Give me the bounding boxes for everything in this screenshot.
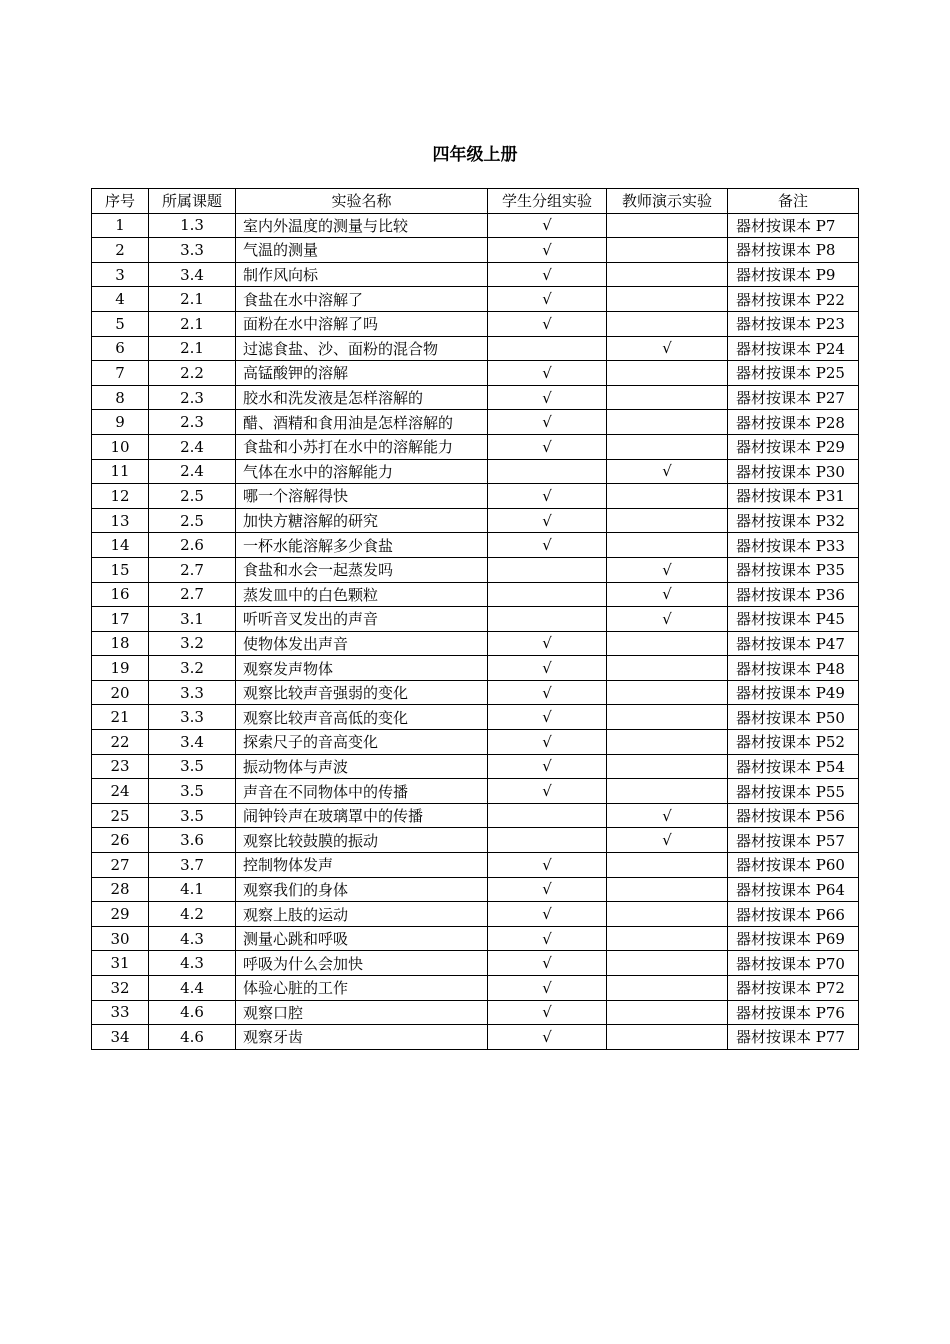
cell-note: 器材按课本 P24 <box>728 336 859 361</box>
cell-student-group: √ <box>488 287 607 312</box>
cell-no: 2 <box>92 238 149 263</box>
cell-experiment-name: 气温的测量 <box>236 238 488 263</box>
cell-topic: 2.5 <box>149 508 236 533</box>
table-row <box>92 361 859 386</box>
cell-note: 器材按课本 P36 <box>728 582 859 607</box>
cell-student-group: √ <box>488 926 607 951</box>
cell-student-group: √ <box>488 238 607 263</box>
cell-note: 器材按课本 P25 <box>728 361 859 386</box>
cell-topic: 3.5 <box>149 779 236 804</box>
cell-student-group: √ <box>488 484 607 509</box>
cell-experiment-name: 测量心跳和呼吸 <box>236 926 488 951</box>
cell-no: 34 <box>92 1025 149 1050</box>
cell-no: 9 <box>92 410 149 435</box>
cell-experiment-name: 观察比较鼓膜的振动 <box>236 828 488 853</box>
cell-student-group <box>488 459 607 484</box>
cell-no: 27 <box>92 853 149 878</box>
cell-teacher-demo <box>607 705 728 730</box>
cell-topic: 2.3 <box>149 410 236 435</box>
cell-no: 11 <box>92 459 149 484</box>
cell-note: 器材按课本 P29 <box>728 434 859 459</box>
cell-experiment-name: 呼吸为什么会加快 <box>236 951 488 976</box>
cell-no: 19 <box>92 656 149 681</box>
cell-teacher-demo <box>607 484 728 509</box>
cell-note: 器材按课本 P49 <box>728 680 859 705</box>
cell-experiment-name: 面粉在水中溶解了吗 <box>236 311 488 336</box>
cell-teacher-demo <box>607 902 728 927</box>
cell-note: 器材按课本 P52 <box>728 730 859 755</box>
cell-note: 器材按课本 P64 <box>728 877 859 902</box>
cell-teacher-demo <box>607 853 728 878</box>
table-row <box>92 902 859 927</box>
cell-student-group <box>488 803 607 828</box>
header-topic: 所属课题 <box>149 189 236 214</box>
cell-student-group: √ <box>488 656 607 681</box>
cell-experiment-name: 观察比较声音强弱的变化 <box>236 680 488 705</box>
table-row <box>92 1000 859 1025</box>
cell-experiment-name: 观察牙齿 <box>236 1025 488 1050</box>
cell-topic: 2.4 <box>149 434 236 459</box>
cell-note: 器材按课本 P28 <box>728 410 859 435</box>
cell-student-group: √ <box>488 631 607 656</box>
cell-teacher-demo <box>607 385 728 410</box>
cell-experiment-name: 醋、酒精和食用油是怎样溶解的 <box>236 410 488 435</box>
cell-no: 1 <box>92 213 149 238</box>
cell-no: 13 <box>92 508 149 533</box>
cell-teacher-demo: √ <box>607 459 728 484</box>
cell-note: 器材按课本 P76 <box>728 1000 859 1025</box>
cell-note: 器材按课本 P32 <box>728 508 859 533</box>
cell-note: 器材按课本 P9 <box>728 262 859 287</box>
cell-teacher-demo <box>607 976 728 1001</box>
cell-experiment-name: 声音在不同物体中的传播 <box>236 779 488 804</box>
cell-student-group <box>488 607 607 632</box>
cell-note: 器材按课本 P60 <box>728 853 859 878</box>
cell-teacher-demo <box>607 680 728 705</box>
cell-note: 器材按课本 P23 <box>728 311 859 336</box>
cell-experiment-name: 观察上肢的运动 <box>236 902 488 927</box>
table-row <box>92 459 859 484</box>
cell-experiment-name: 高锰酸钾的溶解 <box>236 361 488 386</box>
cell-student-group: √ <box>488 976 607 1001</box>
cell-student-group: √ <box>488 533 607 558</box>
cell-topic: 2.7 <box>149 582 236 607</box>
experiment-table <box>91 188 859 1050</box>
cell-note: 器材按课本 P8 <box>728 238 859 263</box>
cell-teacher-demo <box>607 656 728 681</box>
table-row <box>92 533 859 558</box>
table-row <box>92 779 859 804</box>
cell-note: 器材按课本 P56 <box>728 803 859 828</box>
table-row <box>92 976 859 1001</box>
cell-topic: 3.3 <box>149 680 236 705</box>
cell-topic: 4.4 <box>149 976 236 1001</box>
cell-note: 器材按课本 P48 <box>728 656 859 681</box>
cell-experiment-name: 食盐在水中溶解了 <box>236 287 488 312</box>
cell-student-group: √ <box>488 754 607 779</box>
cell-student-group: √ <box>488 877 607 902</box>
cell-topic: 3.4 <box>149 262 236 287</box>
table-row <box>92 607 859 632</box>
cell-no: 22 <box>92 730 149 755</box>
cell-experiment-name: 使物体发出声音 <box>236 631 488 656</box>
cell-topic: 4.3 <box>149 951 236 976</box>
cell-topic: 3.6 <box>149 828 236 853</box>
cell-topic: 2.1 <box>149 311 236 336</box>
cell-experiment-name: 闹钟铃声在玻璃罩中的传播 <box>236 803 488 828</box>
cell-topic: 3.2 <box>149 656 236 681</box>
cell-experiment-name: 气体在水中的溶解能力 <box>236 459 488 484</box>
cell-note: 器材按课本 P69 <box>728 926 859 951</box>
cell-topic: 1.3 <box>149 213 236 238</box>
cell-no: 16 <box>92 582 149 607</box>
cell-teacher-demo <box>607 434 728 459</box>
cell-no: 3 <box>92 262 149 287</box>
table-row <box>92 680 859 705</box>
cell-experiment-name: 食盐和水会一起蒸发吗 <box>236 557 488 582</box>
cell-topic: 2.2 <box>149 361 236 386</box>
cell-no: 25 <box>92 803 149 828</box>
table-row <box>92 557 859 582</box>
cell-no: 4 <box>92 287 149 312</box>
cell-teacher-demo <box>607 730 728 755</box>
table-row <box>92 336 859 361</box>
table-row <box>92 877 859 902</box>
cell-no: 14 <box>92 533 149 558</box>
table-row <box>92 213 859 238</box>
cell-student-group: √ <box>488 705 607 730</box>
table-row <box>92 631 859 656</box>
cell-student-group <box>488 582 607 607</box>
cell-student-group: √ <box>488 434 607 459</box>
header-student-group: 学生分组实验 <box>488 189 607 214</box>
cell-topic: 3.5 <box>149 803 236 828</box>
cell-student-group: √ <box>488 779 607 804</box>
cell-no: 31 <box>92 951 149 976</box>
table-row <box>92 951 859 976</box>
table-row <box>92 730 859 755</box>
cell-teacher-demo <box>607 213 728 238</box>
cell-topic: 2.5 <box>149 484 236 509</box>
header-experiment-name: 实验名称 <box>236 189 488 214</box>
cell-topic: 3.2 <box>149 631 236 656</box>
cell-no: 6 <box>92 336 149 361</box>
cell-teacher-demo <box>607 779 728 804</box>
cell-student-group: √ <box>488 361 607 386</box>
cell-topic: 3.4 <box>149 730 236 755</box>
cell-experiment-name: 振动物体与声波 <box>236 754 488 779</box>
cell-student-group: √ <box>488 853 607 878</box>
cell-topic: 4.6 <box>149 1025 236 1050</box>
cell-topic: 2.1 <box>149 287 236 312</box>
page-title: 四年级上册 <box>432 145 518 165</box>
cell-note: 器材按课本 P55 <box>728 779 859 804</box>
cell-no: 33 <box>92 1000 149 1025</box>
cell-experiment-name: 观察比较声音高低的变化 <box>236 705 488 730</box>
cell-no: 29 <box>92 902 149 927</box>
cell-no: 20 <box>92 680 149 705</box>
cell-student-group: √ <box>488 1000 607 1025</box>
cell-teacher-demo: √ <box>607 803 728 828</box>
cell-experiment-name: 胶水和洗发液是怎样溶解的 <box>236 385 488 410</box>
cell-no: 5 <box>92 311 149 336</box>
table-row <box>92 828 859 853</box>
cell-experiment-name: 一杯水能溶解多少食盐 <box>236 533 488 558</box>
cell-topic: 3.3 <box>149 238 236 263</box>
cell-no: 17 <box>92 607 149 632</box>
cell-teacher-demo: √ <box>607 828 728 853</box>
cell-note: 器材按课本 P31 <box>728 484 859 509</box>
cell-topic: 3.5 <box>149 754 236 779</box>
cell-experiment-name: 体验心脏的工作 <box>236 976 488 1001</box>
cell-student-group <box>488 336 607 361</box>
cell-note: 器材按课本 P27 <box>728 385 859 410</box>
cell-note: 器材按课本 P70 <box>728 951 859 976</box>
cell-teacher-demo <box>607 754 728 779</box>
cell-topic: 4.3 <box>149 926 236 951</box>
cell-no: 32 <box>92 976 149 1001</box>
cell-no: 7 <box>92 361 149 386</box>
cell-note: 器材按课本 P47 <box>728 631 859 656</box>
cell-topic: 4.6 <box>149 1000 236 1025</box>
cell-teacher-demo <box>607 262 728 287</box>
cell-topic: 3.7 <box>149 853 236 878</box>
cell-experiment-name: 观察发声物体 <box>236 656 488 681</box>
table-row <box>92 1025 859 1050</box>
cell-topic: 4.1 <box>149 877 236 902</box>
cell-topic: 3.1 <box>149 607 236 632</box>
header-teacher-demo: 教师演示实验 <box>607 189 728 214</box>
cell-teacher-demo <box>607 1000 728 1025</box>
table-row <box>92 484 859 509</box>
cell-experiment-name: 观察我们的身体 <box>236 877 488 902</box>
cell-teacher-demo <box>607 410 728 435</box>
table-header-row <box>92 189 859 214</box>
cell-no: 15 <box>92 557 149 582</box>
table-row <box>92 287 859 312</box>
cell-experiment-name: 控制物体发声 <box>236 853 488 878</box>
cell-student-group: √ <box>488 902 607 927</box>
cell-no: 18 <box>92 631 149 656</box>
cell-teacher-demo: √ <box>607 336 728 361</box>
cell-student-group: √ <box>488 1025 607 1050</box>
cell-student-group: √ <box>488 508 607 533</box>
cell-student-group: √ <box>488 730 607 755</box>
cell-no: 30 <box>92 926 149 951</box>
cell-teacher-demo <box>607 951 728 976</box>
table-row <box>92 385 859 410</box>
cell-note: 器材按课本 P72 <box>728 976 859 1001</box>
cell-experiment-name: 过滤食盐、沙、面粉的混合物 <box>236 336 488 361</box>
cell-teacher-demo <box>607 361 728 386</box>
cell-no: 12 <box>92 484 149 509</box>
cell-teacher-demo <box>607 508 728 533</box>
cell-teacher-demo <box>607 1025 728 1050</box>
table-row <box>92 238 859 263</box>
cell-experiment-name: 哪一个溶解得快 <box>236 484 488 509</box>
table-row <box>92 582 859 607</box>
cell-teacher-demo <box>607 877 728 902</box>
cell-teacher-demo <box>607 238 728 263</box>
cell-note: 器材按课本 P77 <box>728 1025 859 1050</box>
cell-topic: 2.1 <box>149 336 236 361</box>
cell-experiment-name: 食盐和小苏打在水中的溶解能力 <box>236 434 488 459</box>
cell-teacher-demo <box>607 926 728 951</box>
cell-teacher-demo: √ <box>607 607 728 632</box>
cell-experiment-name: 蒸发皿中的白色颗粒 <box>236 582 488 607</box>
cell-teacher-demo <box>607 287 728 312</box>
table-row <box>92 434 859 459</box>
cell-experiment-name: 室内外温度的测量与比较 <box>236 213 488 238</box>
cell-experiment-name: 制作风向标 <box>236 262 488 287</box>
cell-no: 26 <box>92 828 149 853</box>
cell-note: 器材按课本 P45 <box>728 607 859 632</box>
cell-teacher-demo <box>607 533 728 558</box>
table-row <box>92 803 859 828</box>
cell-student-group: √ <box>488 951 607 976</box>
table-row <box>92 754 859 779</box>
cell-student-group: √ <box>488 262 607 287</box>
cell-experiment-name: 探索尺子的音高变化 <box>236 730 488 755</box>
cell-student-group <box>488 828 607 853</box>
cell-teacher-demo <box>607 631 728 656</box>
table-row <box>92 410 859 435</box>
cell-topic: 2.3 <box>149 385 236 410</box>
cell-note: 器材按课本 P50 <box>728 705 859 730</box>
table-row <box>92 656 859 681</box>
cell-student-group <box>488 557 607 582</box>
cell-note: 器材按课本 P66 <box>728 902 859 927</box>
cell-note: 器材按课本 P30 <box>728 459 859 484</box>
cell-no: 24 <box>92 779 149 804</box>
table-row <box>92 508 859 533</box>
cell-student-group: √ <box>488 311 607 336</box>
cell-note: 器材按课本 P54 <box>728 754 859 779</box>
cell-note: 器材按课本 P22 <box>728 287 859 312</box>
cell-topic: 2.7 <box>149 557 236 582</box>
table-row <box>92 705 859 730</box>
table-row <box>92 853 859 878</box>
cell-teacher-demo <box>607 311 728 336</box>
cell-no: 10 <box>92 434 149 459</box>
cell-experiment-name: 加快方糖溶解的研究 <box>236 508 488 533</box>
cell-no: 8 <box>92 385 149 410</box>
cell-note: 器材按课本 P57 <box>728 828 859 853</box>
cell-student-group: √ <box>488 410 607 435</box>
cell-topic: 2.4 <box>149 459 236 484</box>
table-row <box>92 262 859 287</box>
cell-topic: 3.3 <box>149 705 236 730</box>
cell-topic: 2.6 <box>149 533 236 558</box>
cell-note: 器材按课本 P33 <box>728 533 859 558</box>
header-no: 序号 <box>92 189 149 214</box>
cell-teacher-demo: √ <box>607 582 728 607</box>
header-note: 备注 <box>728 189 859 214</box>
cell-experiment-name: 观察口腔 <box>236 1000 488 1025</box>
cell-student-group: √ <box>488 385 607 410</box>
cell-note: 器材按课本 P7 <box>728 213 859 238</box>
table-row <box>92 926 859 951</box>
cell-topic: 4.2 <box>149 902 236 927</box>
cell-no: 28 <box>92 877 149 902</box>
cell-student-group: √ <box>488 680 607 705</box>
cell-no: 23 <box>92 754 149 779</box>
cell-note: 器材按课本 P35 <box>728 557 859 582</box>
cell-no: 21 <box>92 705 149 730</box>
cell-student-group: √ <box>488 213 607 238</box>
table-row <box>92 311 859 336</box>
cell-experiment-name: 听听音叉发出的声音 <box>236 607 488 632</box>
cell-teacher-demo: √ <box>607 557 728 582</box>
